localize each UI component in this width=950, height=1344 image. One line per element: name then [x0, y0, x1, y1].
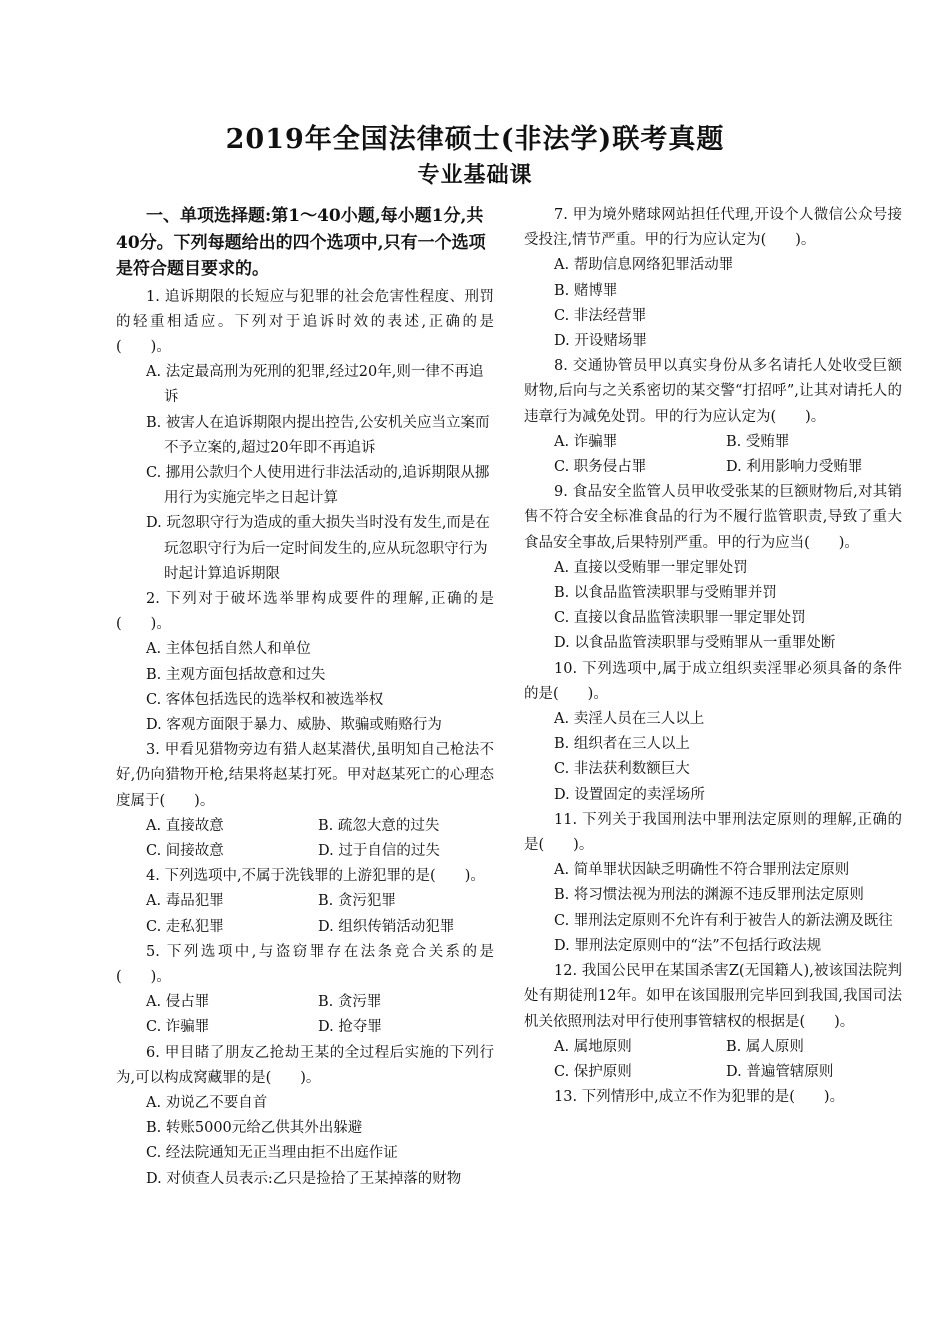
question-2 [116, 587, 494, 738]
option-a: A. 简单罪状因缺乏明确性不符合罪刑法定原则 [554, 862, 850, 879]
option-row [116, 814, 494, 839]
question-4 [116, 864, 494, 940]
option-a: A. 诈骗罪 [554, 433, 618, 450]
option-d: D. 开设赌场罪 [554, 333, 647, 350]
section-heading: 一、单项选择题:第1～40小题,每小题1分,共40分。下列每题给出的四个选项中,只有一个选项是符合题目要求的。 [116, 206, 486, 279]
option-a: A. 直接以受贿罪一罪定罪处罚 [554, 559, 748, 576]
question-stem: 5. 下列选项中,与盗窃罪存在法条竞合关系的是( )。 [116, 943, 494, 985]
question-8 [524, 354, 902, 480]
option-a: A. 帮助信息网络犯罪活动罪 [554, 257, 734, 274]
question-5 [116, 940, 494, 1041]
question-stem: 9. 食品安全监管人员甲收受张某的巨额财物后,对其销售不符合安全标准食品的行为不履行监管职责,导致了重大食品安全事故,后果特别严重。甲的行为应当( )。 [524, 484, 902, 551]
question-12 [524, 959, 902, 1085]
option-b: B. 属人原则 [726, 1038, 804, 1055]
question-stem: 2. 下列对于破坏选举罪构成要件的理解,正确的是( )。 [116, 590, 494, 633]
question-stem: 10. 下列选项中,属于成立组织卖淫罪必须具备的条件的是( )。 [524, 660, 902, 702]
question-stem: 4. 下列选项中,不属于洗钱罪的上游犯罪的是( )。 [146, 868, 485, 885]
option-d: D. 组织传销活动犯罪 [318, 918, 455, 935]
option-b: B. 赌博罪 [554, 282, 618, 299]
question-9 [524, 480, 902, 656]
question-10 [524, 657, 902, 808]
question-7 [524, 203, 902, 354]
option-row [116, 1015, 494, 1040]
option-b: B. 组织者在三人以上 [554, 736, 690, 753]
option-d: D. 罪刑法定原则中的“法”不包括行政法规 [554, 937, 822, 954]
option-row [524, 1035, 902, 1060]
option-row [116, 839, 494, 864]
option-d: D. 玩忽职守行为造成的重大损失当时没有发生,而是在玩忽职守行为后一定时间发生的,应从玩忽职守行为时起计算追诉期限 [146, 515, 490, 582]
question-6 [116, 1041, 494, 1192]
question-stem: 1. 追诉期限的长短应与犯罪的社会危害性程度、刑罚的轻重相适应。下列对于追诉时效的表述,正确的是( )。 [116, 288, 494, 355]
option-c: C. 非法经营罪 [554, 307, 647, 324]
question-stem: 12. 我国公民甲在某国杀害Z(无国籍人),被该国法院判处有期徒刑12年。如甲在该国服刑完毕回到我国,我国司法机关依照刑法对甲行使刑事管辖权的根据是( )。 [524, 963, 902, 1030]
option-row [524, 430, 902, 455]
option-b: B. 转账5000元给乙供其外出躲避 [146, 1120, 363, 1137]
option-c: C. 间接故意 [146, 842, 224, 859]
option-c: C. 挪用公款归个人使用进行非法活动的,追诉期限从挪用行为实施完毕之日起计算 [146, 464, 490, 507]
option-b: B. 疏忽大意的过失 [318, 817, 440, 834]
option-c: C. 诈骗罪 [146, 1019, 210, 1036]
exam-title: 2019年全国法律硕士(非法学)联考真题 [225, 124, 725, 155]
option-a: A. 主体包括自然人和单位 [146, 641, 311, 658]
option-d: D. 过于自信的过失 [318, 842, 440, 859]
question-stem: 11. 下列关于我国刑法中罪刑法定原则的理解,正确的是( )。 [524, 811, 902, 854]
option-c: C. 职务侵占罪 [554, 459, 647, 476]
option-a: A. 侵占罪 [146, 994, 210, 1011]
option-row [524, 455, 902, 480]
question-stem: 6. 甲目睹了朋友乙抢劫王某的全过程后实施的下列行为,可以构成窝藏罪的是( )。 [116, 1044, 494, 1086]
option-a: A. 劝说乙不要自首 [146, 1095, 268, 1111]
option-d: D. 普遍管辖原则 [726, 1063, 834, 1080]
option-d: D. 利用影响力受贿罪 [726, 459, 863, 476]
option-b: B. 被害人在追诉期限内提出控告,公安机关应当立案而不予立案的,超过20年即不再追诉 [146, 414, 490, 456]
question-stem: 13. 下列情形中,成立不作为犯罪的是( )。 [554, 1089, 845, 1106]
question-stem: 3. 甲看见猎物旁边有猎人赵某潜伏,虽明知自己枪法不好,仍向猎物开枪,结果将赵某打死。甲对赵某死亡的心理态度属于( )。 [116, 742, 494, 809]
question-11 [524, 808, 902, 959]
option-c: C. 客体包括选民的选举权和被选举权 [146, 691, 384, 708]
left-column [116, 203, 494, 1192]
option-b: B. 将习惯法视为刑法的渊源不违反罪刑法定原则 [554, 887, 864, 904]
option-row [524, 1060, 902, 1085]
option-c: C. 罪刑法定原则不允许有利于被告人的新法溯及既往 [554, 912, 893, 929]
option-c: C. 保护原则 [554, 1063, 632, 1080]
option-b: B. 贪污犯罪 [318, 893, 396, 910]
option-b: B. 贪污罪 [318, 994, 382, 1011]
option-c: C. 经法院通知无正当理由拒不出庭作证 [146, 1145, 398, 1162]
right-column [524, 203, 902, 1110]
question-stem: 8. 交通协管员甲以真实身份从多名请托人处收受巨额财物,后向与之关系密切的某交警“打招呼”,让其对请托人的违章行为减免处罚。甲的行为应认定为( )。 [524, 358, 902, 425]
option-b: B. 主观方面包括故意和过失 [146, 666, 326, 683]
question-13 [524, 1085, 902, 1110]
option-d: D. 客观方面限于暴力、威胁、欺骗或贿赂行为 [146, 716, 442, 733]
question-3 [116, 738, 494, 864]
option-row [116, 915, 494, 940]
option-b: B. 以食品监管渎职罪与受贿罪并罚 [554, 585, 777, 602]
option-d: D. 以食品监管渎职罪与受贿罪从一重罪处断 [554, 635, 836, 652]
option-row [116, 889, 494, 914]
option-c: C. 走私犯罪 [146, 918, 224, 935]
option-b: B. 受贿罪 [726, 433, 790, 450]
option-d: D. 对侦查人员表示:乙只是捡拾了王某掉落的财物 [146, 1170, 462, 1187]
exam-subtitle: 专业基础课 [417, 162, 533, 188]
option-a: A. 卖淫人员在三人以上 [554, 711, 705, 728]
option-d: D. 抢夺罪 [318, 1019, 382, 1036]
option-d: D. 设置固定的卖淫场所 [554, 786, 705, 803]
option-a: A. 直接故意 [146, 817, 224, 834]
question-stem: 7. 甲为境外赌球网站担任代理,开设个人微信公众号接受投注,情节严重。甲的行为应认定为( )。 [524, 207, 902, 249]
option-a: A. 法定最高刑为死刑的犯罪,经过20年,则一律不再追诉 [146, 364, 484, 406]
option-row [116, 990, 494, 1015]
option-c: C. 非法获利数额巨大 [554, 761, 690, 778]
option-a: A. 毒品犯罪 [146, 893, 224, 910]
option-c: C. 直接以食品监管渎职罪一罪定罪处罚 [554, 610, 806, 627]
option-a: A. 属地原则 [554, 1038, 632, 1055]
question-1 [116, 285, 494, 587]
